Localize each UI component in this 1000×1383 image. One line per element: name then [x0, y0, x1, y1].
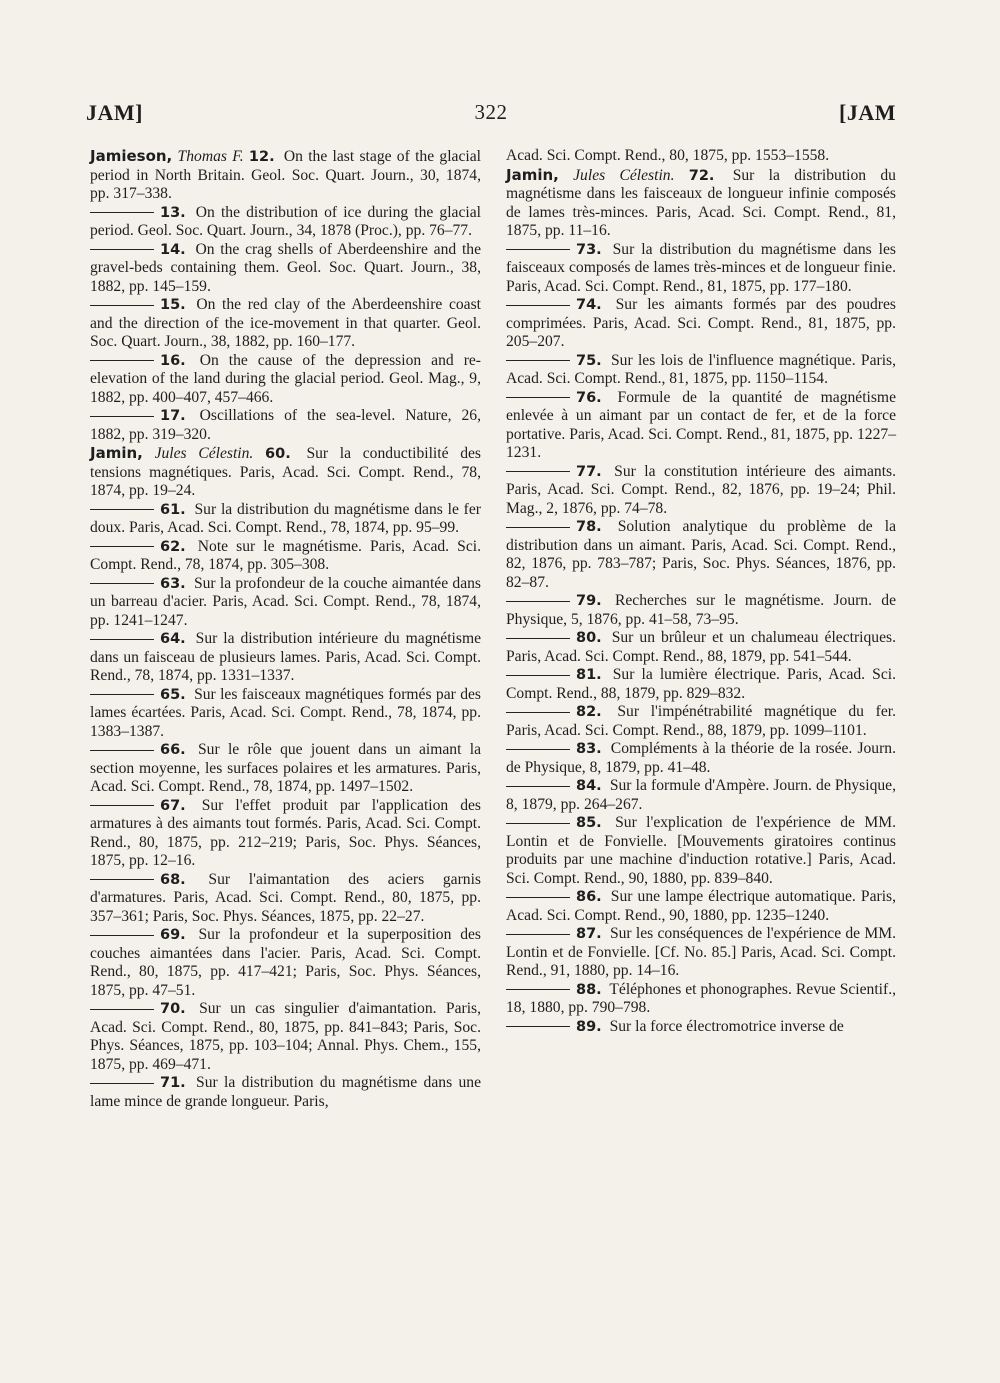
ditto-dash — [506, 360, 570, 361]
author-name: Jamin, — [90, 444, 143, 462]
ditto-dash — [90, 639, 154, 640]
entry-number: 68. — [160, 871, 186, 888]
bibliography-entry — [90, 1074, 481, 1111]
entry-text: Sur la distribution du magnétisme dans le fer doux. Paris, Acad. Sci. Compt. Rend., 78, 1874, pp. 95–99. — [90, 500, 481, 536]
ditto-dash — [90, 750, 154, 751]
entry-text: Recherches sur le magnétisme. Journ. de Physique, 5, 1876, pp. 41–58, 73–95. — [506, 592, 896, 628]
entry-text: Sur la distribution du magnétisme dans les faisceaux de longueur infinie composés de lames très-minces. Paris, Acad. Sci. Compt. Rend., 81, 1875, pp. 11–16. — [506, 166, 896, 239]
entry-number: 64. — [160, 631, 186, 647]
bibliography-entry — [90, 741, 481, 797]
left-column — [90, 147, 481, 1111]
bibliography-entry — [506, 925, 896, 981]
ditto-dash — [506, 471, 570, 472]
page-number: 322 — [474, 100, 508, 124]
bibliography-entry — [90, 1000, 481, 1074]
bibliography-entry — [90, 575, 481, 631]
right-column — [506, 147, 896, 1036]
bibliography-entry — [506, 888, 896, 925]
entry-number: 87. — [576, 926, 602, 942]
ditto-dash — [90, 805, 154, 806]
ditto-dash — [506, 397, 570, 398]
bibliography-entry — [506, 1018, 896, 1037]
entry-number: 65. — [160, 686, 186, 703]
ditto-dash — [506, 527, 570, 528]
entry-text: Oscillations of the sea-level. Nature, 26, 1882, pp. 319–320. — [90, 407, 481, 443]
ditto-dash — [90, 694, 154, 695]
ditto-dash — [90, 879, 154, 880]
ditto-dash — [506, 712, 570, 713]
bibliography-entry — [506, 296, 896, 352]
bibliography-entry — [506, 629, 896, 666]
bibliography-entry — [506, 666, 896, 703]
bibliography-entry — [506, 463, 896, 519]
entry-text: On the last stage of the glacial period in North Britain. Geol. Soc. Quart. Journ., 30, 1874, pp. 317–338. — [90, 148, 481, 202]
entry-number: 61. — [160, 501, 186, 518]
bibliography-entry — [506, 389, 896, 463]
entry-number: 17. — [160, 408, 186, 424]
bibliography-entry — [90, 926, 481, 1000]
entry-text: Sur la distribution du magnétisme dans les faisceaux composés de lames très-minces et de longueur finie. Paris, Acad. Sci. Compt. Rend., 81, 1875, pp. 177–180. — [506, 240, 896, 295]
entry-number: 73. — [576, 241, 602, 258]
bibliography-entry — [90, 538, 481, 575]
ditto-dash — [506, 786, 570, 787]
entry-text: Sur la conductibilité des tensions magnétiques. Paris, Acad. Sci. Compt. Rend., 78, 1874, pp. 19–24. — [90, 445, 481, 499]
entry-text: Sur la profondeur et la superposition des couches aimantées dans l'acier. Paris, Acad. Sci. Compt. Rend., 80, 1875, pp. 417–421; Paris, Soc. Phys. Séances, 1875, pp. 47–51. — [90, 926, 481, 999]
bibliography-entry — [506, 592, 896, 629]
author-name: Jamieson, — [90, 147, 173, 165]
bibliography-entry — [90, 871, 481, 927]
entry-number: 66. — [160, 742, 186, 758]
entry-continuation: Acad. Sci. Compt. Rend., 80, 1875, pp. 1553–1558. — [506, 147, 830, 164]
entry-number: 63. — [160, 575, 186, 592]
entry-number: 86. — [576, 889, 602, 905]
author-forename: Jules Célestin. — [573, 166, 675, 184]
entry-text: On the cause of the depression and re-elevation of the land during the glacial period. Geol. Mag., 9, 1882, pp. 400–407, 457–466. — [90, 351, 481, 406]
bibliography-entry — [506, 814, 896, 888]
entry-text: Sur les aimants formés par des poudres comprimées. Paris, Acad. Sci. Compt. Rend., 81, 1875, pp. 205–207. — [506, 296, 896, 350]
entry-number: 13. — [160, 204, 186, 221]
ditto-dash — [506, 897, 570, 898]
entry-text: On the red clay of the Aberdeenshire coast and the direction of the ice-movement in that quarter. Geol. Soc. Quart. Journ., 38, 1882, pp. 160–177. — [90, 296, 481, 350]
ditto-dash — [90, 360, 154, 361]
entry-text: Sur les lois de l'influence magnétique. Paris, Acad. Sci. Compt. Rend., 81, 1875, pp. 1150–1154. — [506, 351, 896, 387]
ditto-dash — [90, 212, 154, 213]
author-forename: Thomas F. — [177, 148, 244, 165]
entry-text: Sur la distribution intérieure du magnétisme dans un faisceau de plusieurs lames. Paris, Acad. Sci. Compt. Rend., 78, 1874, pp. 1331–1337. — [90, 630, 481, 684]
ditto-dash — [506, 675, 570, 676]
entry-number: 78. — [576, 519, 602, 535]
entry-number: 82. — [576, 704, 602, 720]
entry-number: 71. — [160, 1075, 186, 1091]
ditto-dash — [506, 638, 570, 639]
ditto-dash — [90, 416, 154, 417]
entry-number: 67. — [160, 797, 186, 814]
bibliography-entry — [506, 352, 896, 389]
entry-text: Sur la lumière électrique. Paris, Acad. Sci. Compt. Rend., 88, 1879, pp. 829–832. — [506, 666, 896, 702]
entry-number: 81. — [576, 667, 602, 683]
entry-number: 15. — [160, 297, 186, 313]
entry-number: 80. — [576, 630, 602, 646]
running-header — [86, 100, 896, 130]
bibliography-entry — [506, 166, 896, 241]
bibliography-entry — [90, 444, 481, 501]
entry-text: Sur la force électromotrice inverse de — [605, 1017, 844, 1035]
entry-text: Sur une lampe électrique automatique. Paris, Acad. Sci. Compt. Rend., 90, 1880, pp. 1235–1240. — [506, 888, 896, 924]
ditto-dash — [506, 749, 570, 750]
entry-number: 85. — [576, 815, 602, 831]
bibliography-entry — [90, 407, 481, 444]
entry-number: 83. — [576, 741, 602, 757]
entry-number: 16. — [160, 352, 186, 369]
bibliography-entry — [90, 352, 481, 408]
bibliography-entry — [90, 501, 481, 538]
bibliography-entry — [506, 518, 896, 592]
ditto-dash — [90, 546, 154, 547]
bibliography-entry — [506, 740, 896, 777]
bibliography-entry — [506, 981, 896, 1018]
entry-text: Sur l'aimantation des aciers garnis d'armatures. Paris, Acad. Sci. Compt. Rend., 80, 1875, pp. 357–361; Paris, Soc. Phys. Séances, 1875, pp. 22–27. — [90, 870, 481, 925]
ditto-dash — [90, 583, 154, 584]
bibliography-entry — [90, 241, 481, 297]
entry-text: Note sur le magnétisme. Paris, Acad. Sci. Compt. Rend., 78, 1874, pp. 305–308. — [90, 537, 481, 573]
entry-text: Sur la formule d'Ampère. Journ. de Physique, 8, 1879, pp. 264–267. — [506, 777, 896, 813]
bibliography-entry — [90, 296, 481, 352]
ditto-dash — [90, 1009, 154, 1010]
bibliography-entry — [90, 147, 481, 204]
entry-text: Sur la constitution intérieure des aimants. Paris, Acad. Sci. Compt. Rend., 82, 1876, pp. 19–24; Phil. Mag., 2, 1876, pp. 74–78. — [506, 462, 896, 517]
ditto-dash — [90, 305, 154, 306]
entry-text: Solution analytique du problème de la distribution dans un aimant. Paris, Acad. Sci. Compt. Rend., 82, 1876, pp. 783–787; Paris, Soc. Phys. Séances, 1876, pp. 82–87. — [506, 518, 896, 591]
ditto-dash — [506, 823, 570, 824]
bibliography-entry — [90, 630, 481, 686]
entry-text: Sur un brûleur et un chalumeau électriques. Paris, Acad. Sci. Compt. Rend., 88, 1879, pp. 541–544. — [506, 629, 896, 665]
header-left: JAM] — [86, 100, 143, 125]
entry-text: Compléments à la théorie de la rosée. Journ. de Physique, 8, 1879, pp. 41–48. — [506, 740, 896, 776]
entry-number: 70. — [160, 1001, 186, 1017]
entry-number: 72. — [688, 167, 715, 184]
entry-number: 12. — [248, 149, 275, 165]
entry-number: 60. — [265, 446, 291, 462]
entry-number: 84. — [576, 778, 602, 794]
author-name: Jamin, — [506, 165, 559, 184]
ditto-dash — [90, 935, 154, 936]
ditto-dash — [506, 934, 570, 935]
entry-text: On the distribution of ice during the glacial period. Geol. Soc. Quart. Journ., 34, 1878 (Proc.), pp. 76–77. — [90, 203, 481, 239]
entry-text: Sur les conséquences de l'expérience de MM. Lontin et de Fonvielle. [Cf. No. 85.] Paris, Acad. Sci. Compt. Rend., 91, 1880, pp. 14–16. — [506, 925, 896, 979]
entry-text: Sur la distribution du magnétisme dans une lame mince de grande longueur. Paris, — [90, 1074, 481, 1110]
ditto-dash — [90, 509, 154, 510]
entry-number: 14. — [160, 241, 186, 258]
ditto-dash — [90, 249, 154, 250]
author-forename: Jules Célestin. — [154, 445, 254, 462]
bibliography-entry — [90, 797, 481, 871]
entry-number: 62. — [160, 538, 186, 555]
entry-text: Sur l'effet produit par l'application des armatures à des aimants tout formés. Paris, Acad. Sci. Compt. Rend., 80, 1875, pp. 212–219; Paris, Soc. Phys. Séances, 1875, pp. 12–16. — [90, 796, 481, 869]
entry-text: Sur un cas singulier d'aimantation. Paris, Acad. Sci. Compt. Rend., 80, 1875, pp. 841–843; Paris, Soc. Phys. Séances, 1875, pp. 103–104; Annal. Phys. Chem., 155, 1875, pp. 469–471. — [90, 1000, 481, 1073]
ditto-dash — [506, 989, 570, 990]
bibliography-entry — [506, 703, 896, 740]
entry-number: 69. — [160, 927, 186, 943]
ditto-dash — [90, 1083, 154, 1084]
entry-text: Formule de la quantité de magnétisme enlevée à un aimant par un contact de fer, et de la force portative. Paris, Acad. Sci. Compt. Rend., 81, 1875, pp. 1227–1231. — [506, 388, 896, 461]
ditto-dash — [506, 601, 570, 602]
entry-number: 79. — [576, 593, 602, 609]
entry-text: Sur les faisceaux magnétiques formés par des lames écartées. Paris, Acad. Sci. Compt. Rend., 78, 1874, pp. 1383–1387. — [90, 685, 481, 740]
entry-text: Sur l'impénétrabilité magnétique du fer. Paris, Acad. Sci. Compt. Rend., 88, 1879, pp. 1099–1101. — [506, 703, 896, 739]
bibliography-entry — [506, 777, 896, 814]
bibliography-entry — [90, 204, 481, 241]
entry-number: 74. — [576, 297, 602, 313]
ditto-dash — [506, 249, 570, 250]
entry-text: Téléphones et phonographes. Revue Scientif., 18, 1880, pp. 790–798. — [506, 980, 896, 1016]
bibliography-entry — [90, 686, 481, 742]
entry-number: 76. — [576, 389, 602, 406]
entry-number: 77. — [576, 463, 602, 480]
ditto-dash — [506, 1026, 570, 1027]
entry-number: 88. — [576, 981, 602, 998]
bibliography-entry — [506, 241, 896, 297]
entry-number: 75. — [576, 352, 602, 369]
entry-text: On the crag shells of Aberdeenshire and the gravel-beds containing them. Geol. Soc. Quart. Journ., 38, 1882, pp. 145–159. — [90, 240, 481, 295]
bibliography-entry — [506, 147, 896, 166]
entry-text: Sur la profondeur de la couche aimantée dans un barreau d'acier. Paris, Acad. Sci. Compt. Rend., 78, 1874, pp. 1241–1247. — [90, 574, 481, 629]
entry-text: Sur le rôle que jouent dans un aimant la section moyenne, les surfaces polaires et les armatures. Paris, Acad. Sci. Compt. Rend., 78, 1874, pp. 1497–1502. — [90, 741, 481, 795]
header-right: [JAM — [839, 100, 896, 125]
entry-text: Sur l'explication de l'expérience de MM. Lontin et de Fonvielle. [Mouvements giratoires continus produits par une machine d'induction rotative.] Paris, Acad. Sci. Compt. Rend., 90, 1880, pp. 839–840. — [506, 814, 896, 887]
ditto-dash — [506, 305, 570, 306]
entry-number: 89. — [576, 1018, 602, 1035]
